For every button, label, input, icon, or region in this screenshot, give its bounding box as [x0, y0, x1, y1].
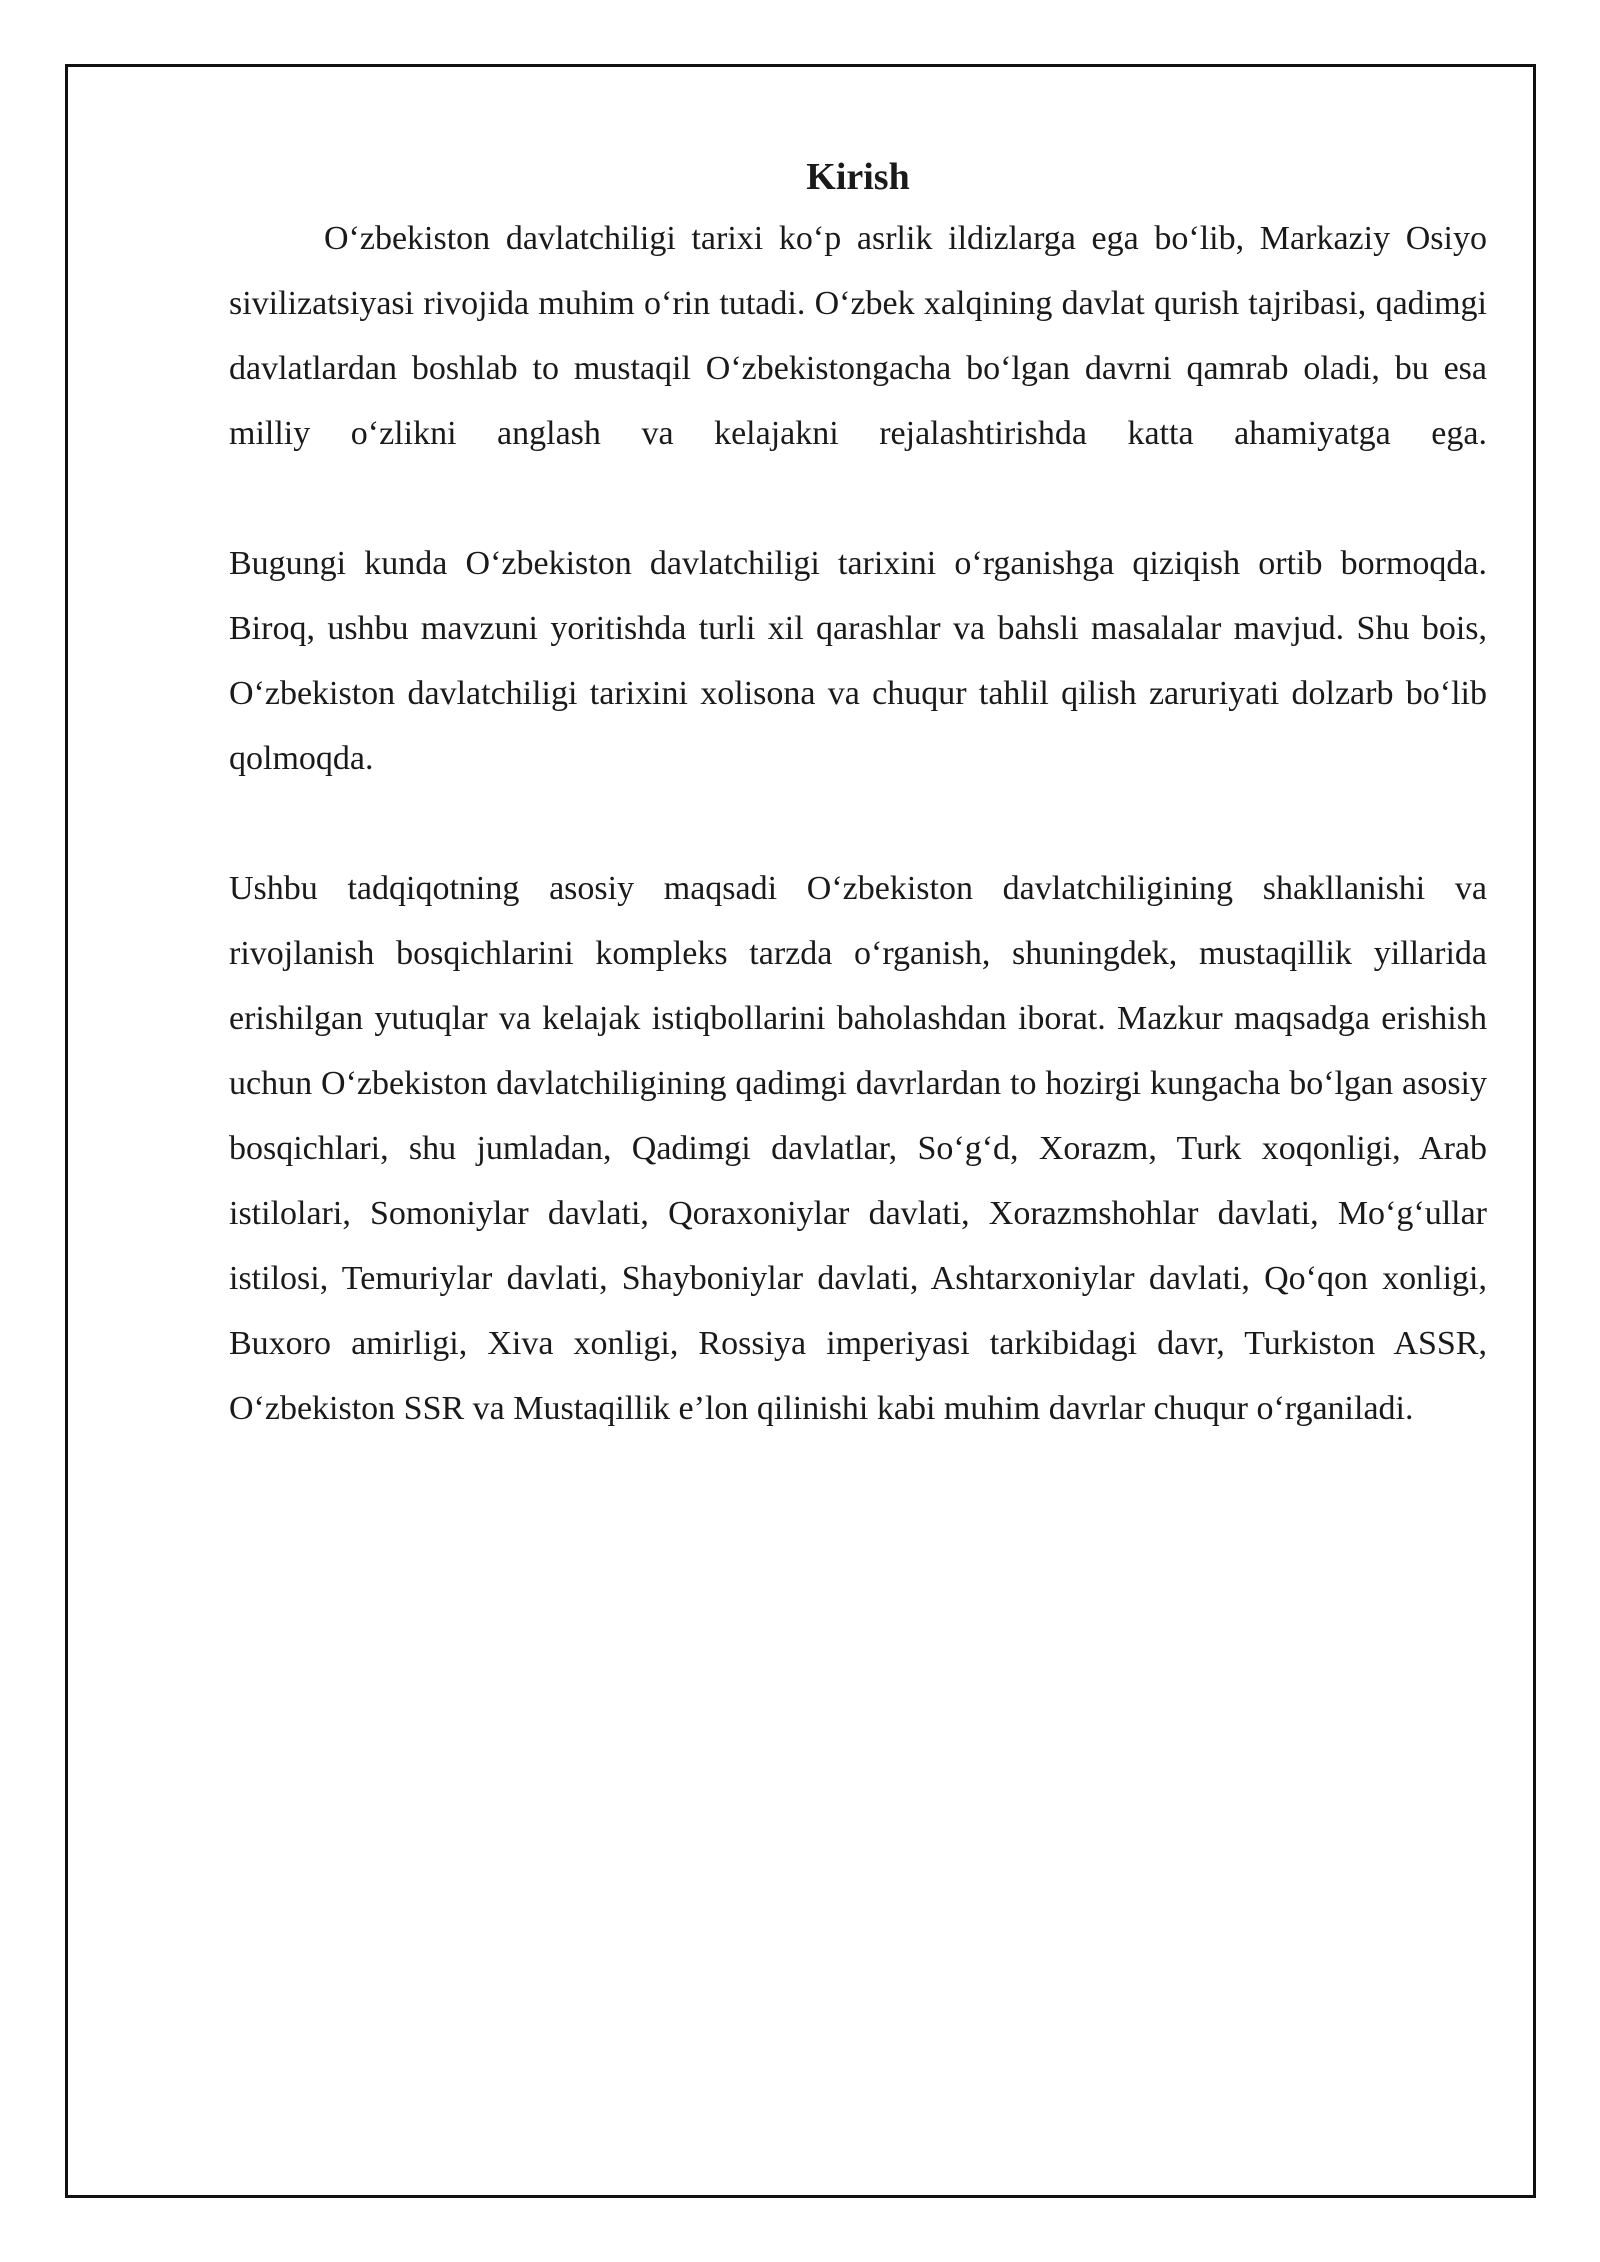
- paragraph-3: Ushbu tadqiqotning asosiy maqsadi O‘zbekiston davlatchiligining shakllanishi va rivojlanish bosqichlarini kompleks tarzda o‘rganish, shuningdek, mustaqillik yillarida erishilgan yutuqlar va kelajak istiqbollarini baholashdan iborat. Mazkur maqsadga erishish uchun O‘zbekiston davlatchiligining qadimgi davrlardan to hozirgi kungacha bo‘lgan asosiy bosqichlari, shu jumladan, Qadimgi davlatlar, So‘g‘d, Xorazm, Turk xoqonligi, Arab istilolari, Somoniylar davlati, Qoraxoniylar davlati, Xorazmshohlar davlati, Mo‘g‘ullar istilosi, Temuriylar davlati, Shayboniylar davlati, Ashtarxoniylar davlati, Qo‘qon xonligi, Buxoro amirligi, Xiva xonligi, Rossiya imperiyasi tarkibidagi davr, Turkiston ASSR, O‘zbekiston SSR va Mustaqillik e’lon qilinishi kabi muhim davrlar chuqur o‘rganiladi.: [229, 870, 1487, 1427]
- document-body: [229, 148, 1487, 1441]
- document-title: Kirish: [806, 156, 910, 198]
- paragraph-1: O‘zbekiston davlatchiligi tarixi ko‘p asrlik ildizlarga ega bo‘lib, Markaziy Osiyo sivilizatsiyasi rivojida muhim o‘rin tutadi. O‘zbek xalqining davlat qurish tajribasi, qadimgi davlatlardan boshlab to mustaqil O‘zbekistongacha bo‘lgan davrni qamrab oladi, bu esa milliy o‘zlikni anglash va kelajakni rejalashtirishda katta ahamiyatga ega.: [229, 220, 1487, 452]
- paragraph-spacer: [229, 791, 1487, 856]
- paragraph-2: Bugungi kunda O‘zbekiston davlatchiligi tarixini o‘rganishga qiziqish ortib bormoqda. Biroq, ushbu mavzuni yoritishda turli xil qarashlar va bahsli masalalar mavjud. Shu bois, O‘zbekiston davlatchiligi tarixini xolisona va chuqur tahlil qilish zaruriyati dolzarb bo‘lib qolmoqda.: [229, 545, 1487, 777]
- paragraph-spacer: [229, 466, 1487, 531]
